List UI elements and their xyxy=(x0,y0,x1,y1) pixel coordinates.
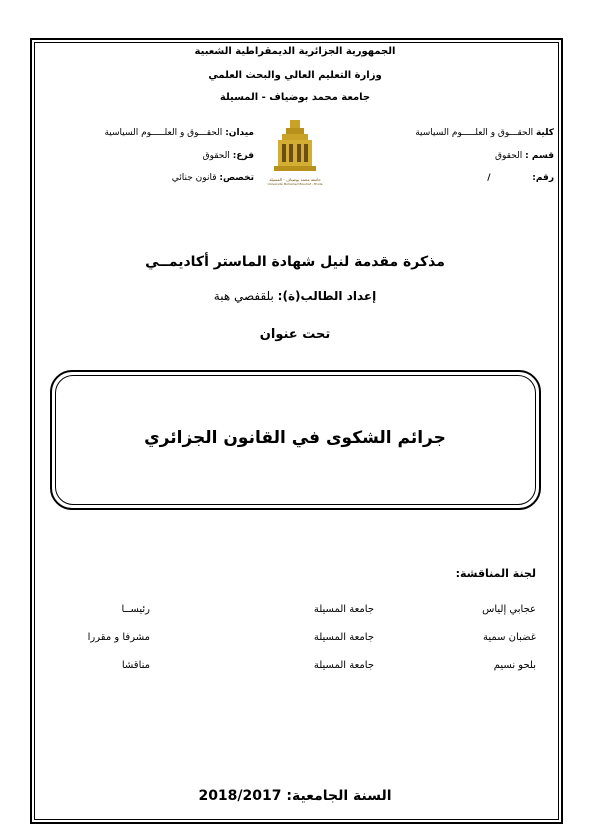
under-title-label: تحت عنوان xyxy=(259,327,331,342)
branch-line xyxy=(203,151,254,161)
logo-text-ar: جامعة محمد بوضياف - المسيلة xyxy=(269,177,321,182)
committee-heading: لجنة المناقشة: xyxy=(455,567,536,580)
memo-title: مذكرة مقدمة لنيل شهادة الماستر أكاديمــي xyxy=(145,254,445,270)
student-label: إعداد الطالب(ة): xyxy=(277,289,377,303)
specialty-label: تخصص: xyxy=(219,173,254,183)
committee-member-university: جامعة المسيلة xyxy=(313,632,374,643)
committee-member-university: جامعة المسيلة xyxy=(313,604,374,615)
logo-text-fr: Université Mohamed Boudiaf - M'sila xyxy=(267,182,323,186)
department-value: الحقوق xyxy=(495,151,523,161)
university-emblem-icon xyxy=(270,118,320,173)
field-value: الحقـــوق و العلـــــوم السياسية xyxy=(104,128,223,138)
university-logo xyxy=(267,118,323,188)
department-label: قسم : xyxy=(525,151,554,161)
academic-year-value: 2018/2017 xyxy=(198,788,282,804)
ministry-name: وزارة التعليم العالي والبحث العلمي xyxy=(208,70,382,81)
number-label: رقم: xyxy=(532,173,554,183)
academic-year-line xyxy=(0,788,590,804)
faculty-line xyxy=(415,128,554,138)
number-line xyxy=(487,173,554,183)
committee-member-name: عجابي إلياس xyxy=(482,604,536,615)
committee-member-university: جامعة المسيلة xyxy=(313,660,374,671)
student-line xyxy=(0,289,590,303)
branch-value: الحقوق xyxy=(202,151,230,161)
thesis-title: جرائم الشكوى في القانون الجزائري xyxy=(144,428,446,448)
committee-member-role: رئيســا xyxy=(121,604,150,615)
academic-year-label: السنة الجامعية: xyxy=(286,788,392,804)
specialty-line xyxy=(172,173,254,183)
faculty-value: الحقـــوق و العلـــــوم السياسية xyxy=(415,128,534,138)
field-line xyxy=(104,128,254,138)
committee-member-name: غضبان سمية xyxy=(482,632,536,643)
number-value: / xyxy=(487,173,491,183)
specialty-value: قانون جنائي xyxy=(171,173,217,183)
committee-member-name: بلحو نسيم xyxy=(493,660,536,671)
university-name: جامعة محمد بوضياف - المسيلة xyxy=(219,92,371,103)
student-name: بلقفصي هبة xyxy=(213,289,274,303)
department-line xyxy=(495,151,554,161)
committee-member-role: مناقشا xyxy=(121,660,150,671)
republic-name: الجمهورية الجزائرية الديمقراطية الشعبية xyxy=(194,46,396,57)
field-label: ميدان: xyxy=(225,128,254,138)
committee-member-role: مشرفا و مقررا xyxy=(87,632,150,643)
branch-label: فرع: xyxy=(232,151,254,161)
faculty-label: كلية xyxy=(535,128,554,138)
